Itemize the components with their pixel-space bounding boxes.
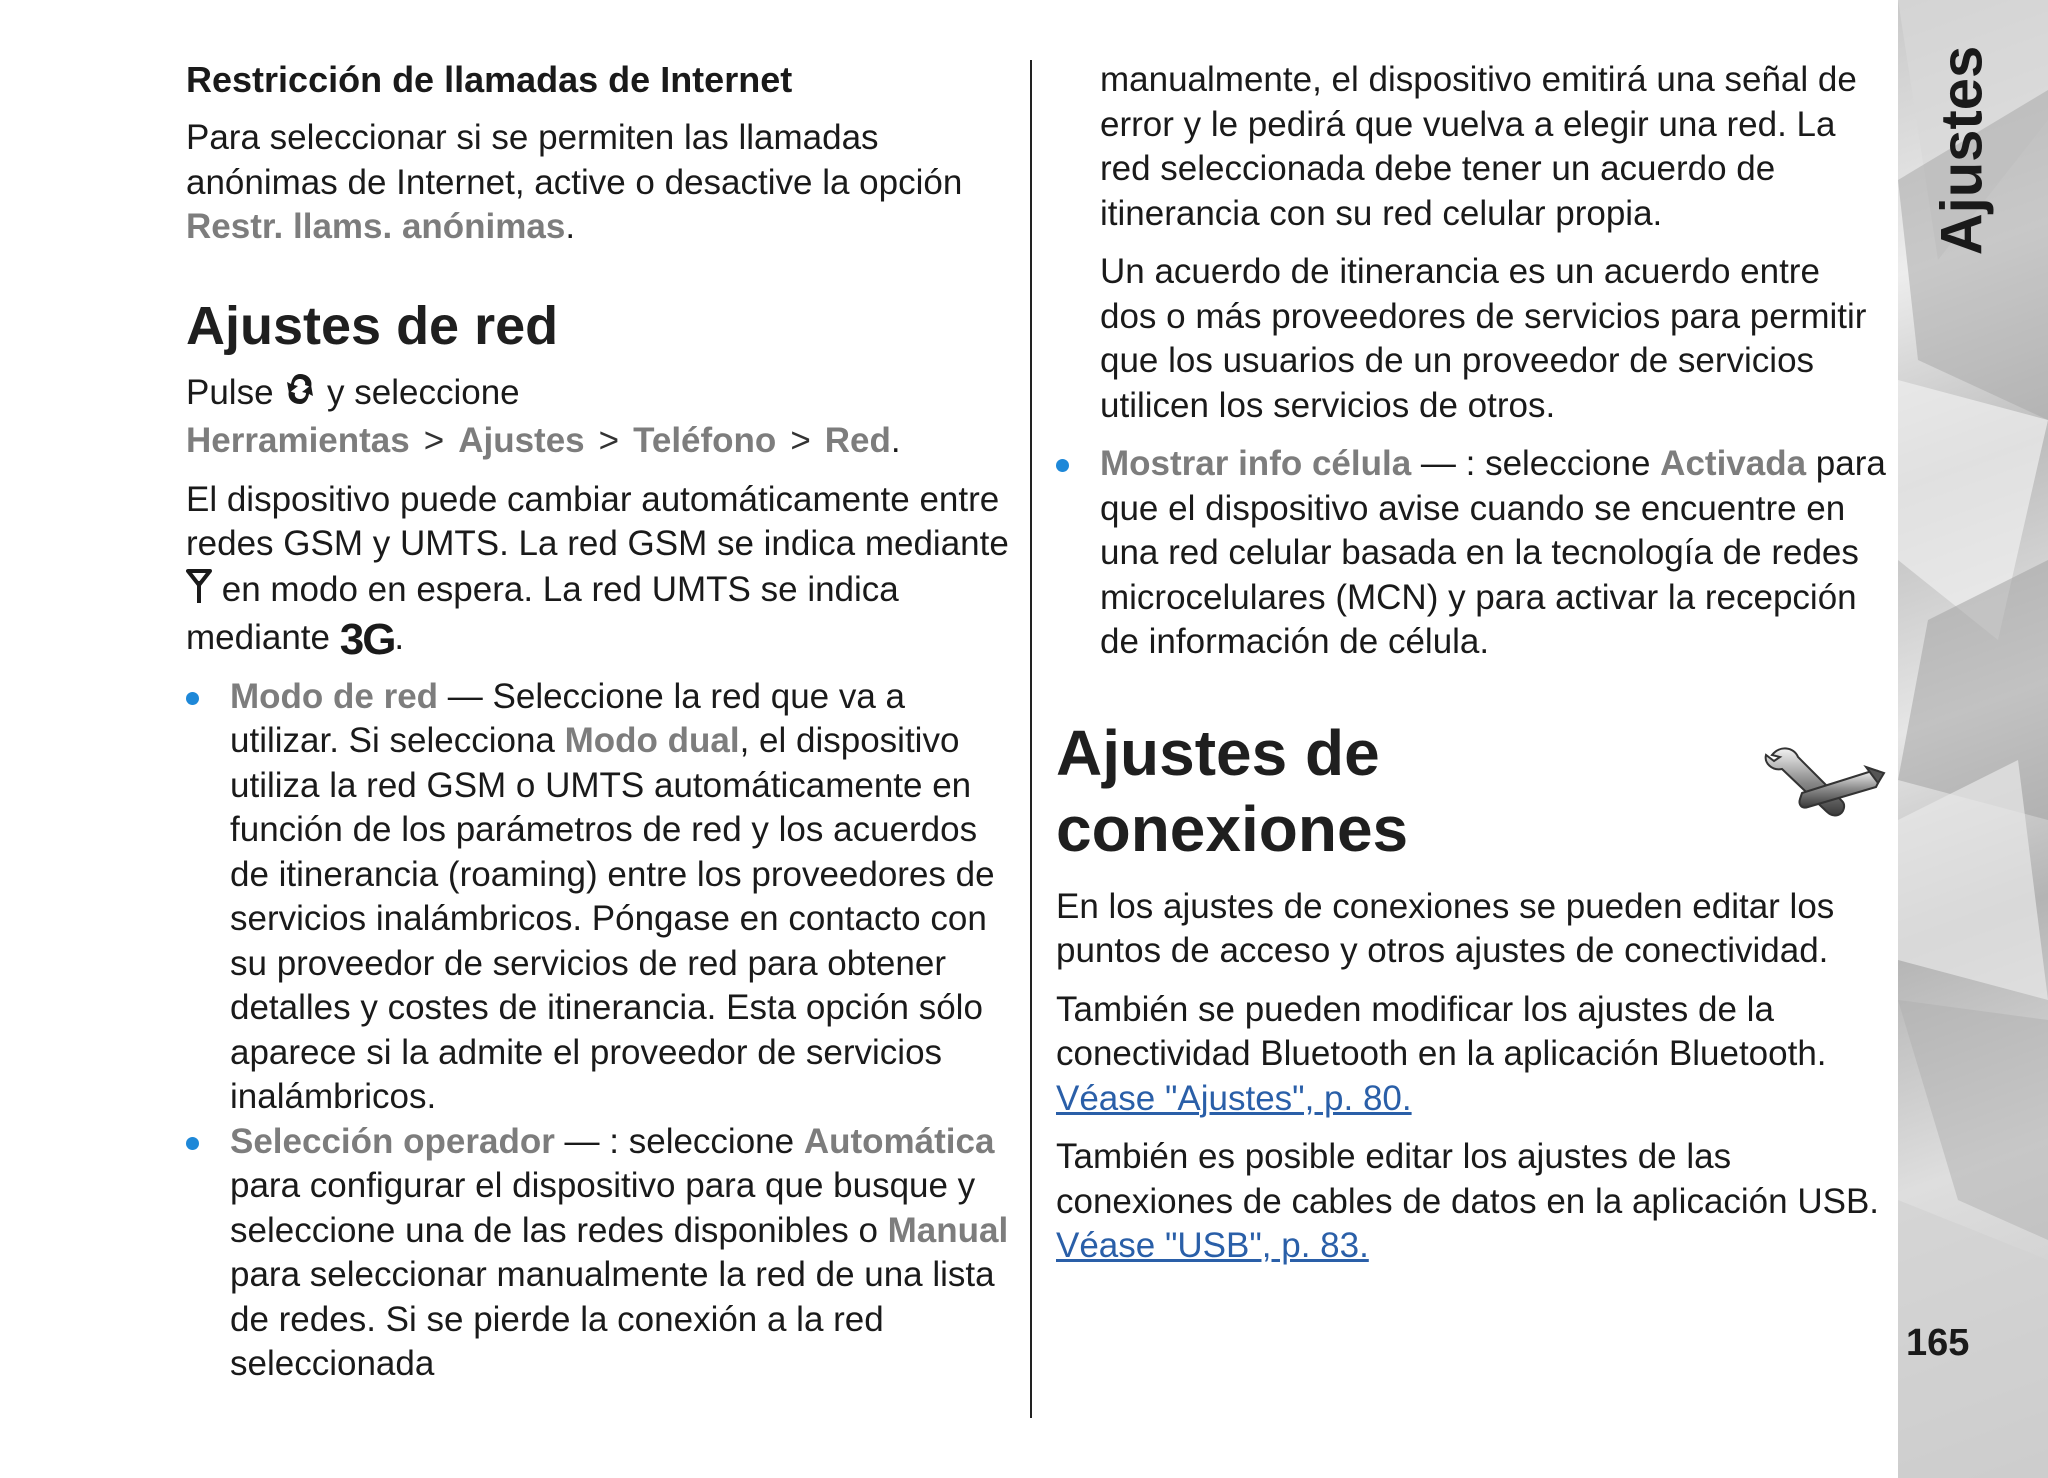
paragraph-roaming-agreement: Un acuerdo de itinerancia es un acuerdo entre dos o más proveedores de servicios para permitir que los usuarios de un proveedor de servicios utilicen los servicios de otros. [1100, 252, 1867, 425]
paragraph-anonymous-calls: Para seleccionar si se permiten las llamadas anónimas de Internet, active o desactive la opción Restr. llams. anónimas. [186, 118, 963, 246]
option-activada: Activada [1660, 444, 1807, 483]
subheading-internet-call-restriction: Restricción de llamadas de Internet [186, 59, 793, 100]
heading-connection-settings: Ajustes de conexiones [1056, 715, 1886, 867]
column-divider [1030, 60, 1032, 1418]
paragraph-usb: También es posible editar los ajustes de las conexiones de cables de datos en la aplicación USB. Véase "USB", p. 83. [1056, 1137, 1880, 1265]
menu-path-telefono: Teléfono [633, 421, 777, 460]
paragraph-gsm-umts: El dispositivo puede cambiar automáticamente entre redes GSM y UMTS. La red GSM se indica mediante en modo en espera. La red UMTS se indica mediante 3G. [186, 479, 1009, 664]
list-item-operator-selection: Selección operador — : seleccione Automática para configurar el dispositivo para que busque y seleccione una de las redes disponibles o Manual para seleccionar manualmente la red de una lista de redes. Si se pierde la conexión a la red seleccionada [186, 1120, 1016, 1387]
option-seleccion-operador: Selección operador [230, 1121, 555, 1161]
section-tab-label: Ajustes [1929, 45, 1995, 255]
paragraph-connection-intro: En los ajustes de conexiones se pueden editar los puntos de acceso y otros ajustes de conectividad. [1056, 886, 1835, 970]
page-number: 165 [1906, 1322, 1970, 1364]
network-options-list [186, 675, 1016, 1387]
link-see-ajustes[interactable]: Véase "Ajustes", p. 80. [1056, 1078, 1412, 1118]
option-automatica: Automática [803, 1121, 995, 1161]
gsm-antenna-icon [186, 567, 212, 617]
left-column [186, 58, 1016, 1401]
link-see-usb[interactable]: Véase "USB", p. 83. [1056, 1226, 1369, 1265]
wrench-tools-icon [1762, 743, 1886, 839]
list-item-network-mode: Modo de red — Seleccione la red que va a utilizar. Si selecciona Modo dual, el dispositivo utiliza la red GSM o UMTS automáticamente en función de los parámetros de red y los acuerdos de itinerancia (roaming) entre los proveedores de servicios inalámbricos. Póngase en contacto con su proveedor de servicios de red para obtener detalles y costes de itinerancia. Esta opción sólo aparece si la admite el proveedor de servicios inalámbricos. [186, 675, 1016, 1120]
option-modo-dual: Modo dual [564, 721, 740, 760]
right-column [1056, 58, 1886, 1283]
heading-network-settings: Ajustes de red [186, 295, 559, 356]
navigation-instruction: Pulse y seleccione Herramientas > Ajustes > Teléfono > Red. [186, 370, 1016, 464]
option-manual: Manual [887, 1210, 1009, 1250]
option-mostrar-info-celula: Mostrar info célula [1100, 444, 1412, 483]
menu-path-ajustes: Ajustes [458, 421, 585, 460]
menu-path-red: Red [824, 421, 891, 460]
paragraph-continuation: manualmente, el dispositivo emitirá una señal de error y le pedirá que vuelva a elegir una red. La red seleccionada debe tener un acuerdo de itinerancia con su red celular propia. [1100, 60, 1857, 233]
menu-key-icon [283, 370, 317, 420]
option-restr-llams: Restr. llams. anónimas [186, 207, 566, 246]
3g-network-icon: 3G [339, 614, 395, 664]
list-item-cell-info: Mostrar info célula — : seleccione Activada para que el dispositivo avise cuando se encuentre en una red celular basada en la tecnología de redes microcelulares (MCN) y para activar la recepción de información de célula. [1056, 442, 1886, 665]
option-modo-de-red: Modo de red [230, 676, 439, 716]
menu-path-herramientas: Herramientas [186, 421, 410, 460]
cell-info-list [1056, 442, 1886, 665]
paragraph-bluetooth: También se pueden modificar los ajustes de la conectividad Bluetooth en la aplicación Bluetooth. Véase "Ajustes", p. 80. [1056, 989, 1827, 1118]
